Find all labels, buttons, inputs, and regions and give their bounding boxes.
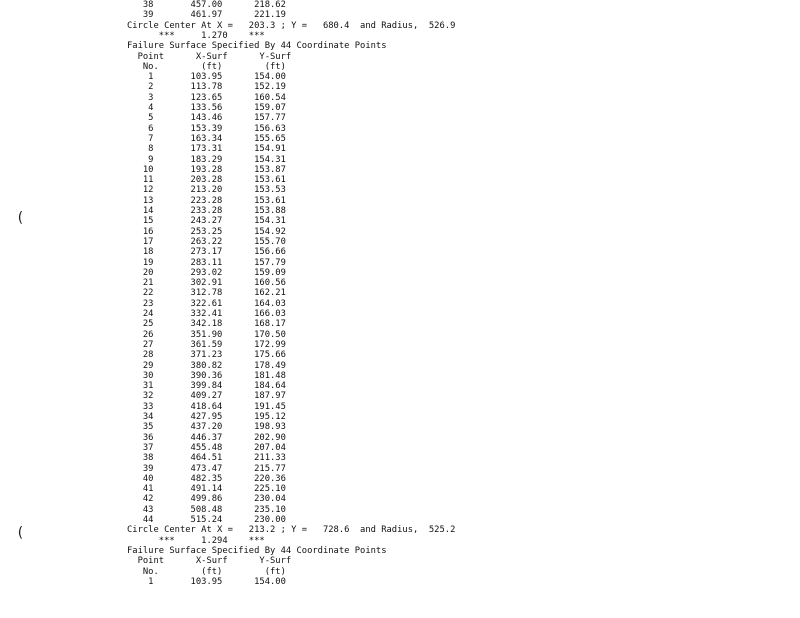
text-line: 14 233.28 153.88 — [127, 206, 286, 216]
text-line: 5 143.46 157.77 — [127, 113, 286, 124]
text-line: No. (ft) (ft) — [127, 566, 286, 577]
text-line: 4 133.56 159.07 — [127, 103, 286, 113]
text-line: 39 473.47 215.77 — [127, 463, 286, 474]
text-line: Circle Center At X = 203.3 ; Y = 680.4 and Radius, 526.9 — [127, 20, 456, 31]
text-line: Point X-Surf Y-Surf — [127, 556, 292, 567]
text-line: 7 163.34 155.65 — [127, 133, 286, 144]
text-line: 29 380.82 178.49 — [127, 360, 286, 371]
text-line: Circle Center At X = 213.2 ; Y = 728.6 and Radius, 525.2 — [127, 525, 456, 536]
text-line: 13 223.28 153.61 — [127, 195, 286, 206]
text-line: 26 351.90 170.50 — [127, 329, 286, 340]
text-line: 31 399.84 184.64 — [127, 381, 286, 392]
text-line: 43 508.48 235.10 — [127, 504, 286, 515]
text-line: 3 123.65 160.54 — [127, 92, 286, 103]
text-line: 15 243.27 154.31 — [127, 216, 286, 227]
margin-mark: ( — [16, 210, 25, 226]
text-line: 27 361.59 172.99 — [127, 339, 286, 350]
text-line: 38 457.00 218.62 — [127, 0, 286, 10]
text-line: 12 213.20 153.53 — [127, 185, 286, 196]
text-line: 22 312.78 162.21 — [127, 288, 286, 299]
text-line: 10 193.28 153.87 — [127, 164, 286, 175]
text-line: 1 103.95 154.00 — [127, 72, 286, 83]
text-line: *** 1.270 *** — [127, 30, 265, 41]
text-line: 35 437.20 198.93 — [127, 422, 286, 433]
text-line: 6 153.39 156.63 — [127, 123, 286, 134]
text-line: 39 461.97 221.19 — [127, 10, 286, 21]
text-line: 41 491.14 225.10 — [127, 484, 286, 495]
text-line: 23 322.61 164.03 — [127, 298, 286, 309]
text-line: Point X-Surf Y-Surf — [127, 51, 292, 62]
text-line: Failure Surface Specified By 44 Coordinate Points — [127, 545, 387, 556]
text-line: 9 183.29 154.31 — [127, 154, 286, 165]
text-line: 18 273.17 156.66 — [127, 247, 286, 258]
text-line: *** 1.294 *** — [127, 535, 265, 546]
text-line: 42 499.86 230.04 — [127, 494, 286, 505]
text-line: 28 371.23 175.66 — [127, 350, 286, 361]
text-line: 38 464.51 211.33 — [127, 453, 286, 464]
text-line: 2 113.78 152.19 — [127, 82, 286, 93]
text-line: 37 455.48 207.04 — [127, 442, 286, 453]
text-line: 17 263.22 155.70 — [127, 236, 286, 247]
text-line: 44 515.24 230.00 — [127, 515, 286, 525]
text-line: 40 482.35 220.36 — [127, 473, 286, 484]
text-line: 1 103.95 154.00 — [127, 576, 286, 587]
text-line: 36 446.37 202.90 — [127, 432, 286, 443]
text-line: 30 390.36 181.48 — [127, 370, 286, 381]
text-line: 24 332.41 166.03 — [127, 309, 286, 319]
text-line: 32 409.27 187.97 — [127, 391, 286, 402]
text-line: 21 302.91 160.56 — [127, 278, 286, 289]
text-line: 34 427.95 195.12 — [127, 412, 286, 422]
text-line: 33 418.64 191.45 — [127, 401, 286, 412]
text-line: 20 293.02 159.09 — [127, 267, 286, 278]
text-line: 19 283.11 157.79 — [127, 257, 286, 268]
margin-mark: ( — [16, 525, 25, 541]
text-line: Failure Surface Specified By 44 Coordinate Points — [127, 41, 387, 52]
text-line: 11 203.28 153.61 — [127, 175, 286, 186]
text-line: 25 342.18 168.17 — [127, 319, 286, 330]
text-line: 8 173.31 154.91 — [127, 144, 286, 155]
text-line: 16 253.25 154.92 — [127, 226, 286, 237]
text-line: No. (ft) (ft) — [127, 61, 286, 72]
